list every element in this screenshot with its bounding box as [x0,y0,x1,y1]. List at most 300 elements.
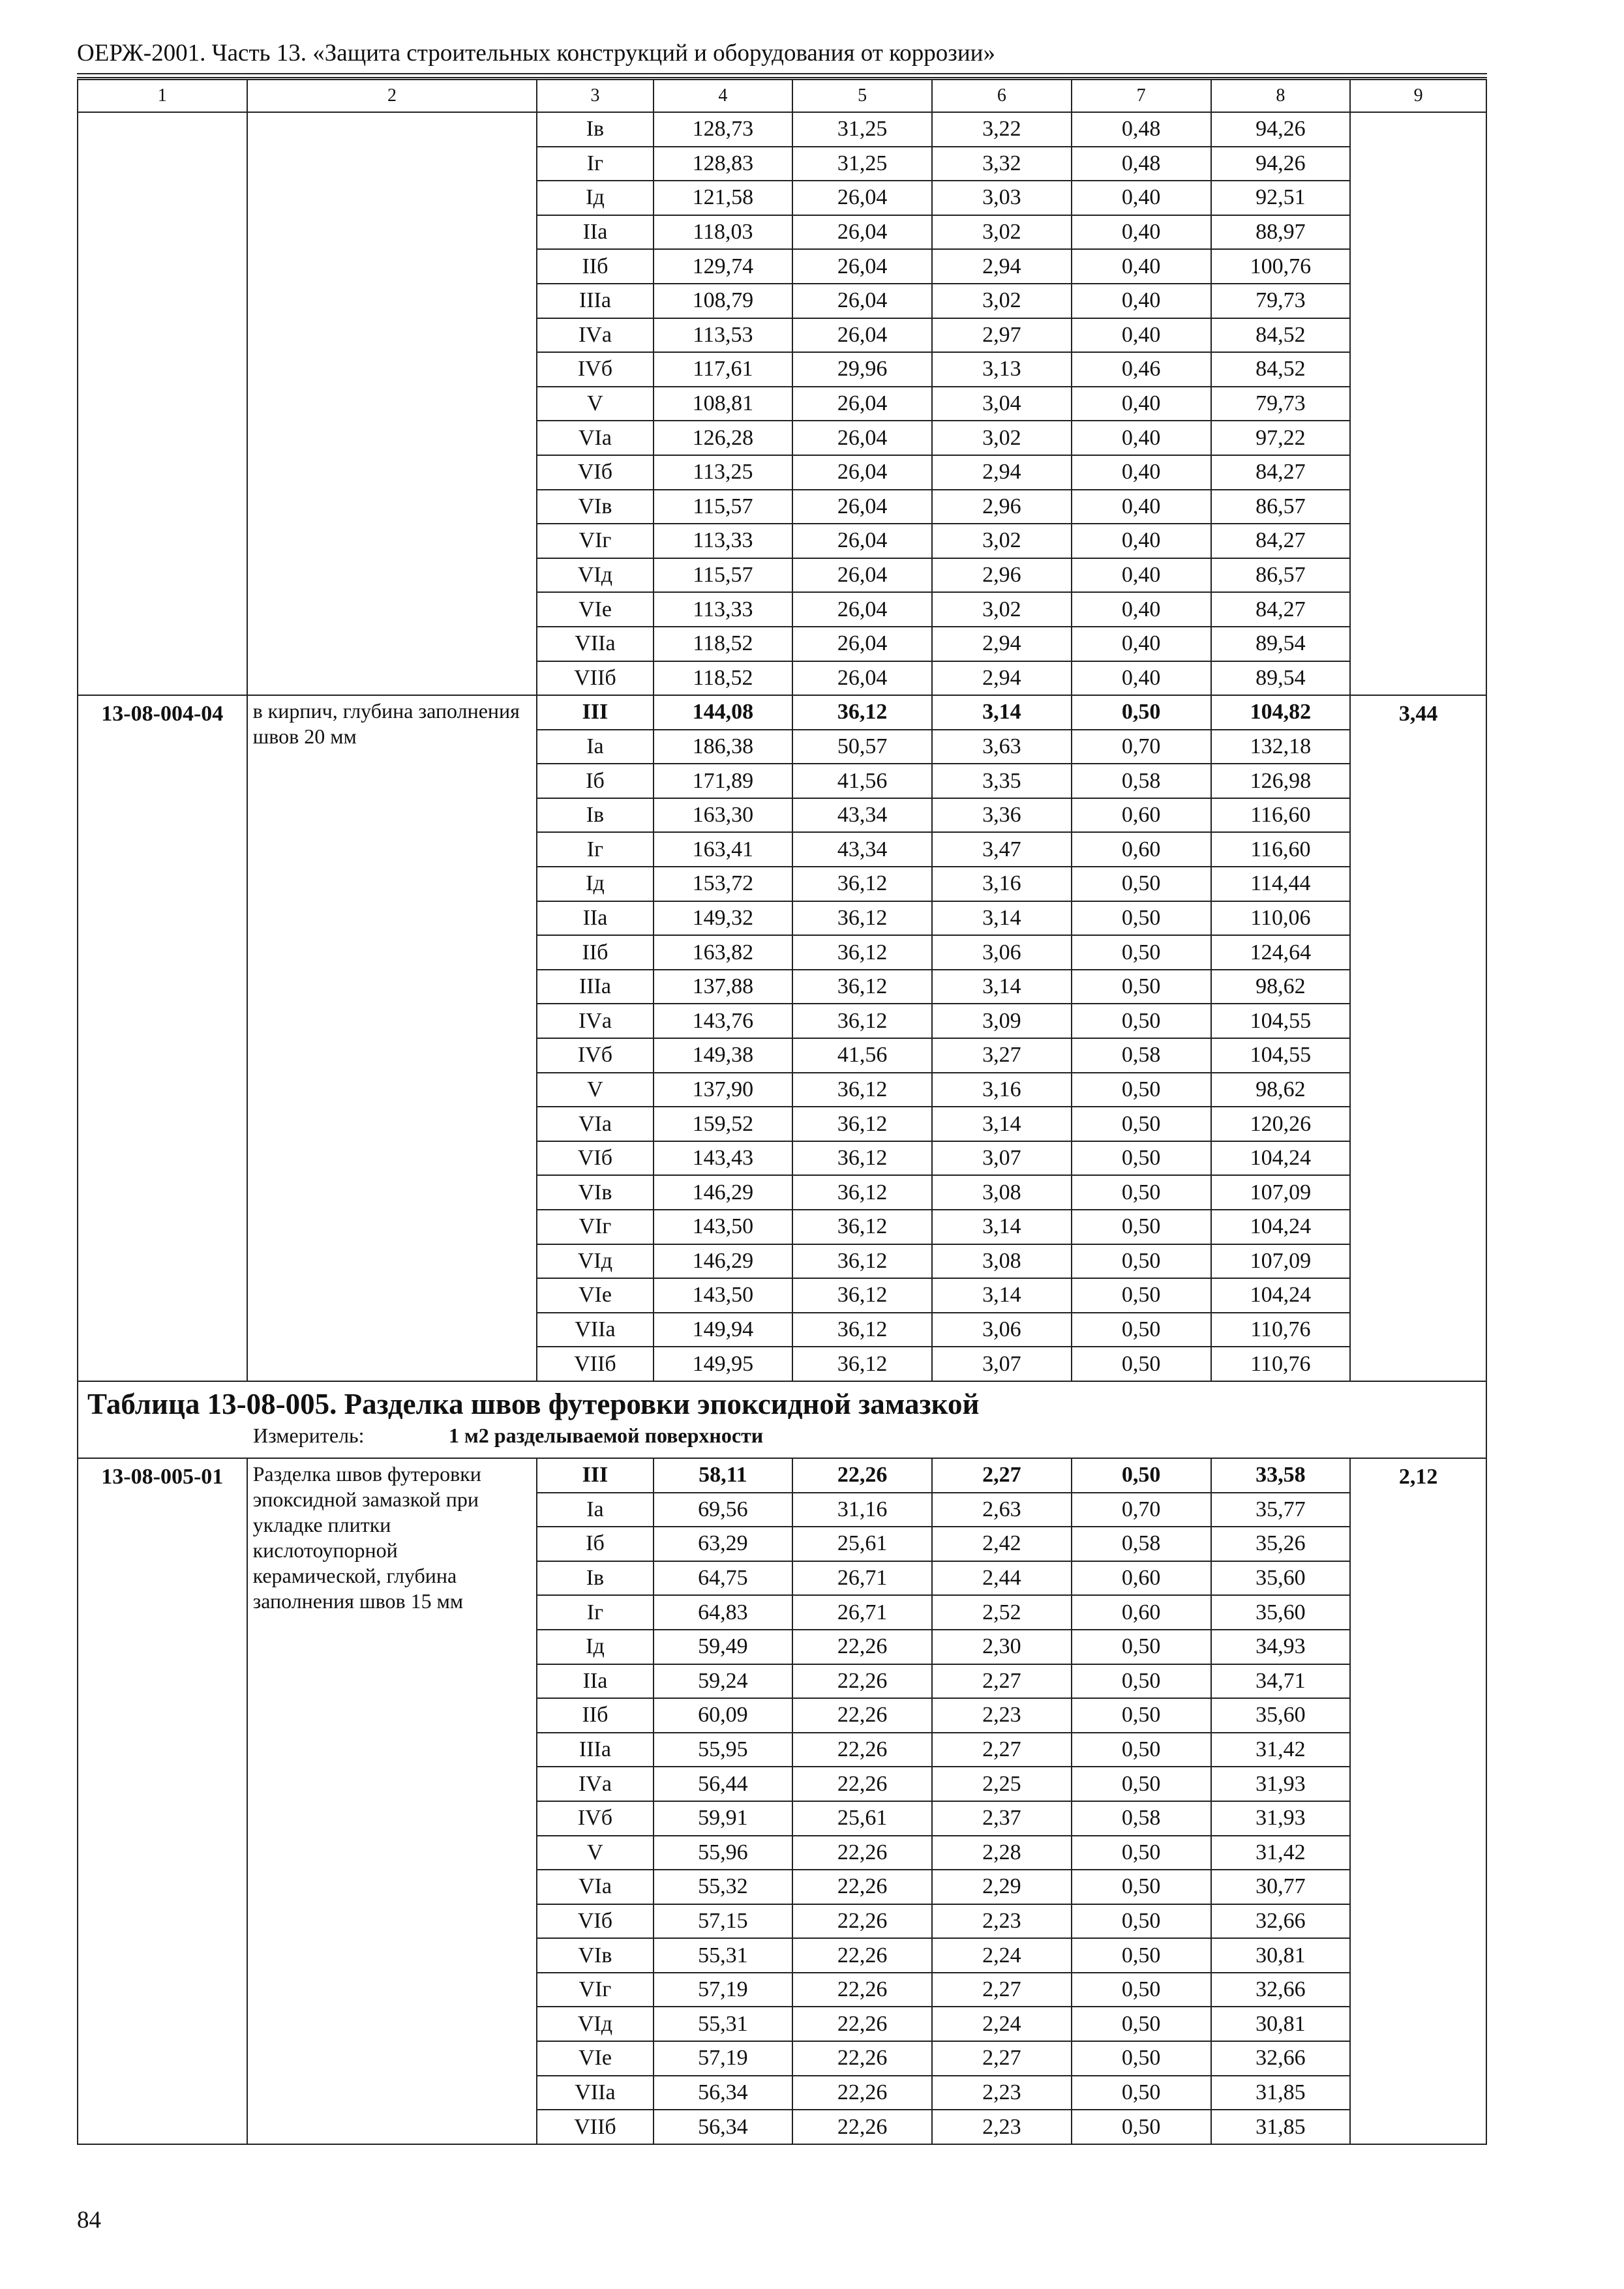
code-cell [78,832,247,867]
value-cell: 0,48 [1072,112,1211,147]
coefficient-cell [1350,1973,1486,2007]
value-cell: 120,26 [1211,1107,1351,1141]
value-cell: 129,74 [654,249,793,284]
coefficient-cell [1350,1767,1486,1801]
table-row [78,1313,1486,1347]
description-cell [247,695,537,749]
table-row [78,1630,1486,1664]
coefficient-cell [1350,1527,1486,1561]
value-cell: 0,50 [1072,1664,1211,1699]
page-number: 84 [77,2207,101,2234]
value-cell: 3,07 [932,1141,1072,1176]
code-cell [78,524,247,558]
value-cell: 0,50 [1072,1904,1211,1939]
zone-cell: III [537,695,653,730]
unit-label: Измеритель: [253,1423,365,1447]
value-cell: 33,58 [1211,1458,1351,1493]
zone-cell: VIа [537,1870,653,1904]
code-cell [78,112,247,147]
zone-cell: VIг [537,1210,653,1244]
value-cell: 59,49 [654,1630,793,1664]
code-cell [78,1073,247,1107]
coefficient-cell [1350,147,1486,181]
zone-cell: IVа [537,1004,653,1038]
coefficient-cell [1350,387,1486,421]
value-cell: 3,14 [932,970,1072,1004]
table-row [78,2007,1486,2041]
value-cell: 2,27 [932,1664,1072,1699]
code-cell [78,627,247,661]
value-cell: 22,26 [792,1938,932,1973]
value-cell: 0,50 [1072,1973,1211,2007]
coefficient-cell [1350,1458,1486,1493]
value-cell: 2,28 [932,1836,1072,1870]
header-rule [77,73,1487,74]
zone-cell: V [537,387,653,421]
value-cell: 0,40 [1072,592,1211,627]
description-cell [247,901,537,936]
value-cell: 26,04 [792,249,932,284]
coefficient-cell [1350,181,1486,215]
value-cell: 2,42 [932,1527,1072,1561]
value-cell: 0,50 [1072,901,1211,936]
description-cell [247,1904,537,1939]
value-cell: 26,71 [792,1595,932,1630]
value-cell: 0,40 [1072,249,1211,284]
coefficient-cell [1350,455,1486,490]
description-cell [247,1733,537,1767]
table-row [78,970,1486,1004]
value-cell: 0,60 [1072,1595,1211,1630]
section-heading [78,1381,1486,1458]
value-cell: 2,27 [932,2041,1072,2076]
coefficient-cell [1350,490,1486,524]
value-cell: 55,31 [654,1938,793,1973]
table-row [78,935,1486,970]
value-cell: 84,52 [1211,318,1351,353]
coefficient-cell [1350,2007,1486,2041]
value-cell: 30,81 [1211,1938,1351,1973]
value-cell: 146,29 [654,1175,793,1210]
code-cell [78,1107,247,1141]
zone-cell: VIе [537,2041,653,2076]
zone-cell: IIб [537,935,653,970]
value-cell: 0,58 [1072,1038,1211,1073]
value-cell: 79,73 [1211,284,1351,318]
table-row [78,1107,1486,1141]
description-cell [247,455,537,490]
value-cell: 107,09 [1211,1175,1351,1210]
zone-cell: Iб [537,764,653,798]
table-row [78,147,1486,181]
value-cell: 2,23 [932,1904,1072,1939]
value-cell: 0,40 [1072,318,1211,353]
value-cell: 3,35 [932,764,1072,798]
code-cell [78,1973,247,2007]
zone-cell: VIб [537,1904,653,1939]
value-cell: 26,04 [792,421,932,455]
value-cell: 163,41 [654,832,793,867]
zone-cell: VIв [537,1938,653,1973]
description-cell [247,1347,537,1381]
value-cell: 22,26 [792,1458,932,1493]
coefficient-cell [1350,352,1486,387]
value-cell: 26,04 [792,661,932,696]
description-cell [247,798,537,833]
value-cell: 0,50 [1072,1870,1211,1904]
value-cell: 3,14 [932,1210,1072,1244]
coefficient-cell [1350,558,1486,593]
value-cell: 0,58 [1072,764,1211,798]
coefficient-cell [1350,1870,1486,1904]
coefficient-cell [1350,1630,1486,1664]
value-cell: 79,73 [1211,387,1351,421]
value-cell: 113,25 [654,455,793,490]
coefficient-cell [1350,1244,1486,1279]
document-title: ОЕРЖ-2001. Часть 13. «Защита строительных конструкций и оборудования от коррозии» [77,40,995,67]
value-cell: 22,26 [792,1698,932,1733]
zone-cell: VIа [537,421,653,455]
value-cell: 0,50 [1072,1175,1211,1210]
code-cell [78,1801,247,1836]
code-cell [78,867,247,901]
value-cell: 36,12 [792,867,932,901]
value-cell: 0,70 [1072,730,1211,764]
description-cell [247,592,537,627]
zone-cell: IIIа [537,970,653,1004]
value-cell: 3,09 [932,1004,1072,1038]
value-cell: 36,12 [792,970,932,1004]
value-cell: 0,50 [1072,1767,1211,1801]
value-cell: 55,32 [654,1870,793,1904]
rate-description: в кирпич, глубина заполнения швов 20 мм [252,699,520,749]
value-cell: 113,33 [654,524,793,558]
value-cell: 2,63 [932,1493,1072,1527]
value-cell: 86,57 [1211,490,1351,524]
value-cell: 94,26 [1211,147,1351,181]
value-cell: 98,62 [1211,1073,1351,1107]
coefficient-cell [1350,215,1486,250]
value-cell: 186,38 [654,730,793,764]
zone-cell: Iв [537,798,653,833]
description-cell [247,112,537,147]
value-cell: 2,24 [932,2007,1072,2041]
section-title: Таблица 13-08-005. Разделка швов футеровки эпоксидной замазкой [87,1387,980,1420]
value-cell: 149,95 [654,1347,793,1381]
value-cell: 22,26 [792,2007,932,2041]
table-row [78,1904,1486,1939]
value-cell: 31,16 [792,1493,932,1527]
value-cell: 30,77 [1211,1870,1351,1904]
value-cell: 0,50 [1072,1458,1211,1493]
coefficient-cell [1350,1004,1486,1038]
value-cell: 0,50 [1072,1630,1211,1664]
description-cell [247,1767,537,1801]
value-cell: 143,76 [654,1004,793,1038]
value-cell: 55,95 [654,1733,793,1767]
value-cell: 36,12 [792,1347,932,1381]
value-cell: 110,06 [1211,901,1351,936]
value-cell: 26,04 [792,284,932,318]
value-cell: 114,44 [1211,867,1351,901]
description-cell [247,387,537,421]
zone-cell: IIб [537,249,653,284]
table-row [78,318,1486,353]
value-cell: 84,27 [1211,524,1351,558]
value-cell: 3,04 [932,387,1072,421]
value-cell: 113,33 [654,592,793,627]
value-cell: 118,52 [654,627,793,661]
coefficient-cell [1350,524,1486,558]
coefficient-cell [1350,1141,1486,1176]
description-cell [247,661,537,696]
code-cell [78,2007,247,2041]
zone-cell: IIа [537,901,653,936]
description-cell [247,2076,537,2110]
value-cell: 22,26 [792,1630,932,1664]
value-cell: 2,97 [932,318,1072,353]
value-cell: 84,27 [1211,592,1351,627]
value-cell: 36,12 [792,1313,932,1347]
code-cell [78,1527,247,1561]
description-cell [247,2007,537,2041]
value-cell: 2,94 [932,627,1072,661]
value-cell: 2,27 [932,1458,1072,1493]
code-cell [78,387,247,421]
value-cell: 3,02 [932,284,1072,318]
value-cell: 36,12 [792,1073,932,1107]
value-cell: 86,57 [1211,558,1351,593]
value-cell: 60,09 [654,1698,793,1733]
zone-cell: IIIа [537,284,653,318]
column-number: 8 [1211,80,1351,112]
value-cell: 31,85 [1211,2110,1351,2144]
zone-cell: Iв [537,1561,653,1596]
value-cell: 108,81 [654,387,793,421]
value-cell: 146,29 [654,1244,793,1279]
value-cell: 36,12 [792,1107,932,1141]
code-cell [78,1733,247,1767]
coefficient-cell [1350,867,1486,901]
value-cell: 36,12 [792,935,932,970]
value-cell: 2,25 [932,1767,1072,1801]
value-cell: 26,04 [792,627,932,661]
coefficient-cell [1350,249,1486,284]
value-cell: 22,26 [792,2041,932,2076]
code-cell [78,730,247,764]
value-cell: 0,40 [1072,627,1211,661]
code-cell [78,455,247,490]
value-cell: 3,32 [932,147,1072,181]
zone-cell: VIIб [537,1347,653,1381]
code-cell [78,935,247,970]
description-cell [247,1313,537,1347]
value-cell: 36,12 [792,1175,932,1210]
value-cell: 2,30 [932,1630,1072,1664]
description-cell [247,524,537,558]
value-cell: 0,50 [1072,1698,1211,1733]
value-cell: 0,40 [1072,524,1211,558]
coefficient-cell [1350,1210,1486,1244]
table-row [78,764,1486,798]
zone-cell: VIIа [537,2076,653,2110]
zone-cell: VIг [537,524,653,558]
zone-cell: VIв [537,1175,653,1210]
zone-cell: Iа [537,730,653,764]
value-cell: 0,50 [1072,970,1211,1004]
value-cell: 143,50 [654,1278,793,1313]
coefficient-cell [1350,1904,1486,1939]
value-cell: 3,02 [932,592,1072,627]
value-cell: 94,26 [1211,112,1351,147]
value-cell: 36,12 [792,1244,932,1279]
column-number: 6 [932,80,1072,112]
description-cell [247,1244,537,1279]
value-cell: 2,27 [932,1973,1072,2007]
code-cell [78,1767,247,1801]
value-cell: 31,25 [792,112,932,147]
coefficient-cell [1350,1836,1486,1870]
value-cell: 31,42 [1211,1733,1351,1767]
rate-coefficient [1351,128,1486,131]
value-cell: 22,26 [792,1973,932,2007]
zone-cell: VIб [537,1141,653,1176]
code-cell [78,1698,247,1733]
description-cell [247,1038,537,1073]
value-cell: 30,81 [1211,2007,1351,2041]
value-cell: 0,50 [1072,1938,1211,1973]
code-cell [78,1836,247,1870]
column-number-row [78,80,1486,112]
value-cell: 116,60 [1211,832,1351,867]
code-cell [78,2076,247,2110]
description-cell [247,181,537,215]
zone-cell: Iд [537,1630,653,1664]
zone-cell: Iв [537,112,653,147]
rate-code [78,128,247,131]
table-row [78,112,1486,147]
table-row [78,832,1486,867]
table-row [78,867,1486,901]
code-cell [78,215,247,250]
value-cell: 2,52 [932,1595,1072,1630]
coefficient-cell [1350,1347,1486,1381]
zone-cell: IVб [537,352,653,387]
description-cell [247,147,537,181]
value-cell: 64,83 [654,1595,793,1630]
value-cell: 110,76 [1211,1313,1351,1347]
value-cell: 58,11 [654,1458,793,1493]
value-cell: 0,50 [1072,1836,1211,1870]
coefficient-cell [1350,421,1486,455]
value-cell: 104,55 [1211,1038,1351,1073]
description-cell [247,627,537,661]
zone-cell: VIд [537,1244,653,1279]
value-cell: 3,08 [932,1175,1072,1210]
value-cell: 32,66 [1211,1973,1351,2007]
value-cell: 22,26 [792,1733,932,1767]
code-cell [78,970,247,1004]
zone-cell: Iд [537,181,653,215]
value-cell: 36,12 [792,695,932,730]
table-row [78,215,1486,250]
table-row [78,592,1486,627]
value-cell: 22,26 [792,1664,932,1699]
zone-cell: VIг [537,1973,653,2007]
coefficient-cell [1350,764,1486,798]
code-cell [78,318,247,353]
description-cell [247,970,537,1004]
coefficient-cell [1350,661,1486,696]
page-header [77,38,1487,78]
value-cell: 3,14 [932,901,1072,936]
value-cell: 104,24 [1211,1278,1351,1313]
value-cell: 0,50 [1072,1313,1211,1347]
table-row [78,284,1486,318]
value-cell: 0,40 [1072,387,1211,421]
value-cell: 0,58 [1072,1527,1211,1561]
column-number: 1 [78,80,247,112]
table-row [78,1973,1486,2007]
zone-cell: Iг [537,147,653,181]
value-cell: 153,72 [654,867,793,901]
description-cell [247,421,537,455]
value-cell: 118,03 [654,215,793,250]
table-row [78,558,1486,593]
description-cell [247,1973,537,2007]
code-cell [78,181,247,215]
value-cell: 3,16 [932,1073,1072,1107]
value-cell: 124,64 [1211,935,1351,970]
code-cell [78,661,247,696]
coefficient-cell [1350,1595,1486,1630]
coefficient-cell [1350,1493,1486,1527]
zone-cell: VIв [537,490,653,524]
value-cell: 26,04 [792,318,932,353]
coefficient-cell [1350,798,1486,833]
value-cell: 0,50 [1072,1073,1211,1107]
value-cell: 0,50 [1072,1004,1211,1038]
value-cell: 0,50 [1072,695,1211,730]
description-cell [247,318,537,353]
value-cell: 29,96 [792,352,932,387]
coefficient-cell [1350,1278,1486,1313]
value-cell: 2,24 [932,1938,1072,1973]
zone-cell: VIе [537,1278,653,1313]
value-cell: 26,04 [792,524,932,558]
coefficient-cell [1350,2076,1486,2110]
value-cell: 84,52 [1211,352,1351,387]
table-row [78,490,1486,524]
description-cell [247,490,537,524]
zone-cell: IIа [537,1664,653,1699]
table-row [78,695,1486,730]
table-row [78,1347,1486,1381]
value-cell: 0,70 [1072,1493,1211,1527]
code-cell [78,1870,247,1904]
value-cell: 2,23 [932,1698,1072,1733]
table-row [78,1801,1486,1836]
value-cell: 132,18 [1211,730,1351,764]
value-cell: 36,12 [792,1210,932,1244]
value-cell: 0,60 [1072,1561,1211,1596]
value-cell: 84,27 [1211,455,1351,490]
zone-cell: VIа [537,1107,653,1141]
value-cell: 3,47 [932,832,1072,867]
code-cell [78,1458,247,1493]
value-cell: 26,04 [792,181,932,215]
value-cell: 100,76 [1211,249,1351,284]
